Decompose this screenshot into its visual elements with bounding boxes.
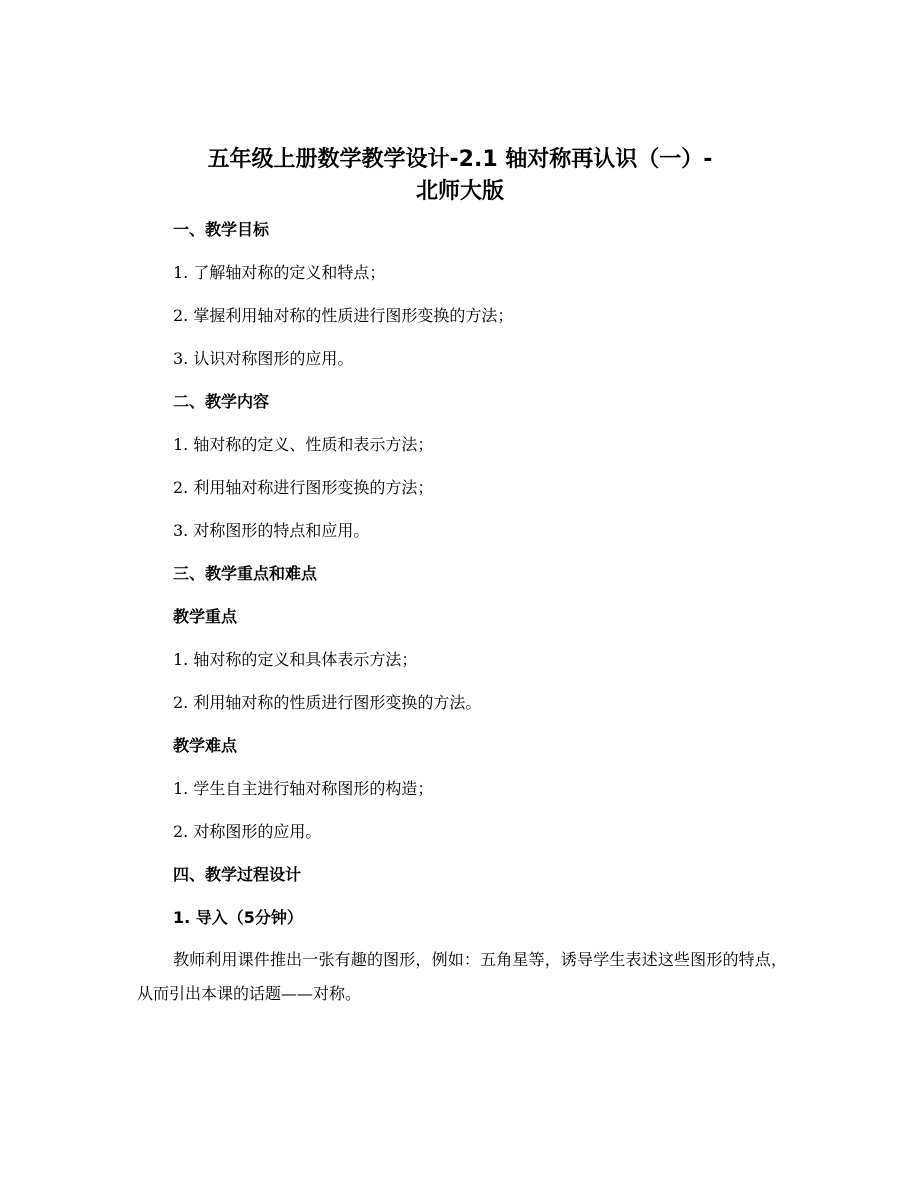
goal-item-3: 3. 认识对称图形的应用。: [173, 349, 354, 368]
section-heading-goals: 一、教学目标: [173, 220, 270, 239]
focus-item-2: 2. 利用轴对称的性质进行图形变换的方法。: [173, 693, 482, 712]
step-1-paragraph: 教师利用课件推出一张有趣的图形，例如：五角星等，诱导学生表述这些图形的特点，从而引出本课的话题——对称。: [137, 950, 787, 1003]
difficulty-item-2: 2. 对称图形的应用。: [173, 822, 322, 841]
content-item-3: 3. 对称图形的特点和应用。: [173, 521, 370, 540]
document-title-line-2: 北师大版: [415, 179, 504, 204]
difficulty-item-1: 1. 学生自主进行轴对称图形的构造；: [173, 779, 434, 798]
focus-item-1: 1. 轴对称的定义和具体表示方法；: [173, 650, 418, 669]
subheading-focus: 教学重点: [173, 607, 238, 626]
goal-item-2: 2. 掌握利用轴对称的性质进行图形变换的方法；: [173, 306, 514, 325]
subheading-difficulty: 教学难点: [173, 736, 238, 755]
document-title-line-1: 五年级上册数学教学设计-2.1 轴对称再认识（一）-: [207, 147, 713, 172]
section-heading-process: 四、教学过程设计: [173, 865, 302, 884]
section-heading-key-points: 三、教学重点和难点: [173, 564, 318, 583]
step-1-heading: 1. 导入（5分钟）: [173, 908, 303, 927]
content-item-1: 1. 轴对称的定义、性质和表示方法；: [173, 435, 434, 454]
goal-item-1: 1. 了解轴对称的定义和特点；: [173, 263, 386, 282]
content-item-2: 2. 利用轴对称进行图形变换的方法；: [173, 478, 434, 497]
section-heading-content: 二、教学内容: [173, 392, 270, 411]
